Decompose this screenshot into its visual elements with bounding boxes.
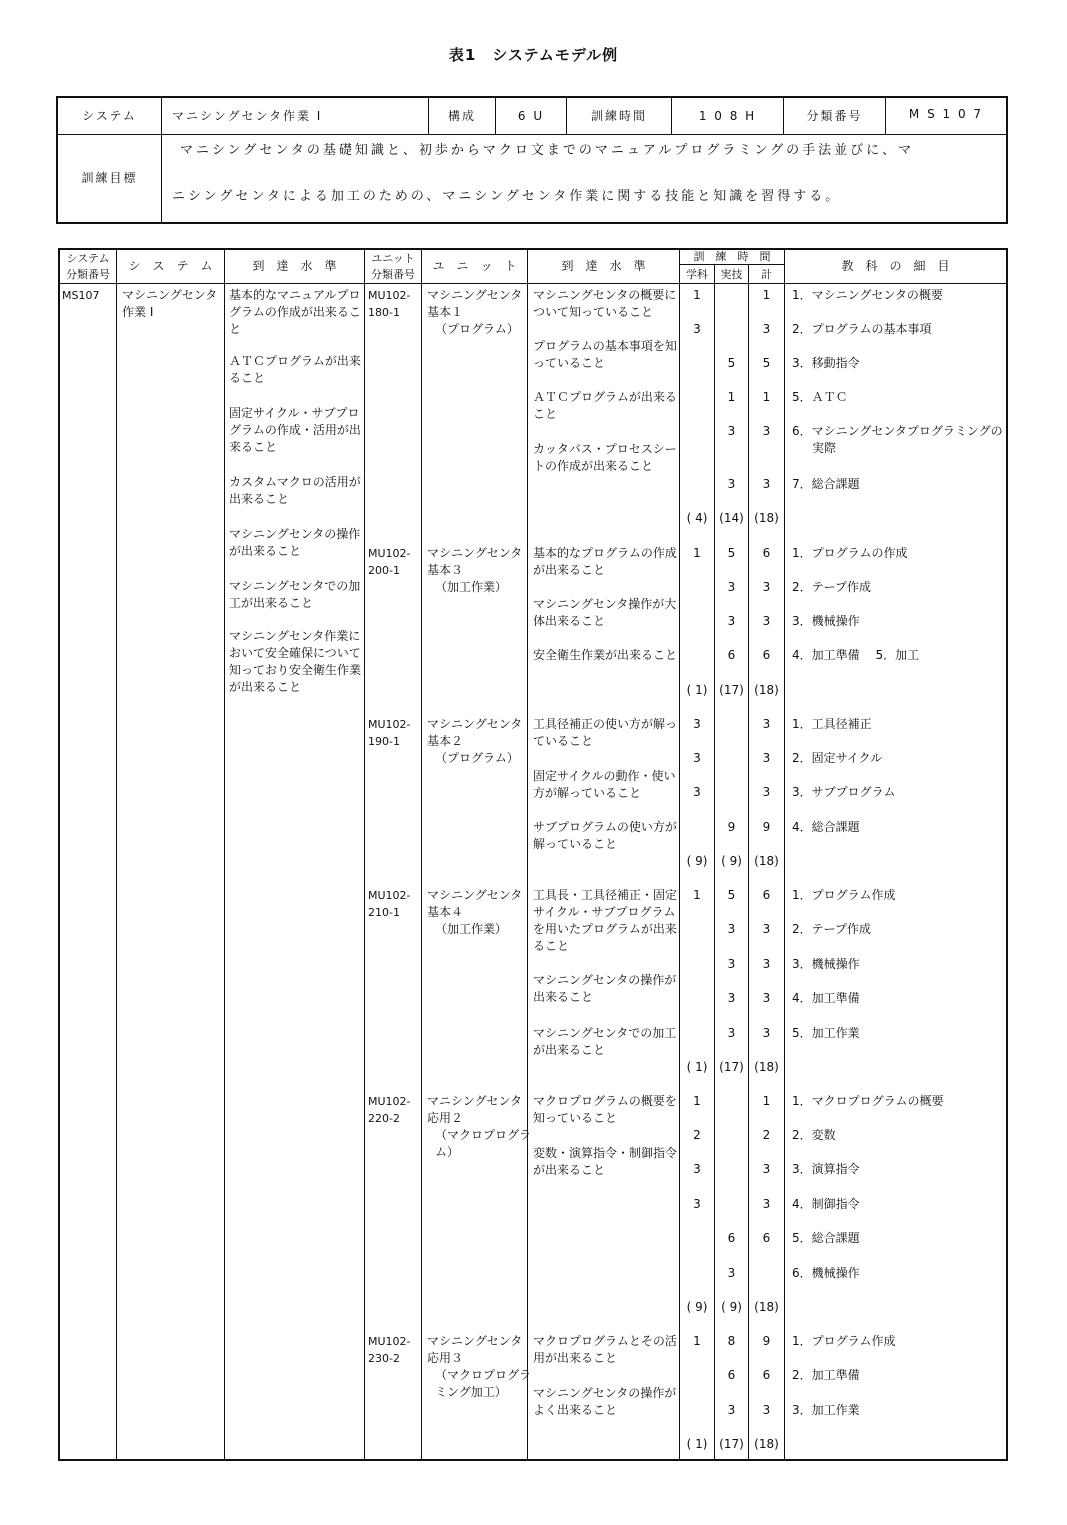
unit-goal-line: 固定サイクルの動作・使い xyxy=(533,769,676,783)
lecture-hours: 3 xyxy=(693,1162,701,1176)
practice-hours: 6 xyxy=(727,648,736,662)
goal-line-1: マニシングセンタの基礎知識と、初歩からマクロ文までのマニュアルプログラミングの手法並びに、マ xyxy=(180,143,915,158)
unit-goal-line: 変数・演算指令・制御指令 xyxy=(533,1146,678,1160)
practice-hours: 5 xyxy=(727,356,736,370)
unit-goal-line: 安全衛生作業が出来ること xyxy=(533,648,678,662)
total-hours: 5 xyxy=(762,356,771,370)
practice-subtotal: (14) xyxy=(719,511,744,525)
header-hours-value: 1 0 8 H xyxy=(698,109,757,123)
unit-goal-line: 出来ること xyxy=(533,990,594,1004)
unit-goal-line: 解っていること xyxy=(533,837,618,851)
col-unit: ユ ニ ッ ト xyxy=(432,259,517,273)
unit-goal-line: っていること xyxy=(533,356,606,370)
total-hours: 3 xyxy=(762,922,771,936)
unit-name: （加工作業） xyxy=(435,580,508,594)
col-total: 計 xyxy=(761,268,772,281)
subject-item: 3．演算指令 xyxy=(792,1162,860,1176)
unit-code: 200-1 xyxy=(368,564,400,577)
unit-name: マシニングセンタ xyxy=(427,717,523,731)
practice-hours: 3 xyxy=(727,477,736,491)
unit-code: 180-1 xyxy=(368,306,400,319)
lecture-hours: 1 xyxy=(693,1334,701,1348)
unit-goal-line: ついて知っていること xyxy=(533,305,654,319)
total-hours: 6 xyxy=(762,1231,771,1245)
system-level-line: おいて安全確保について xyxy=(229,646,361,660)
header-composition-label: 構成 xyxy=(447,109,476,123)
col-practice: 実技 xyxy=(720,268,743,281)
unit-goal-line: カッタパス・プロセスシー xyxy=(533,442,677,456)
unit-goal-line: よく出来ること xyxy=(533,1403,618,1417)
total-hours: 3 xyxy=(762,751,771,765)
subject-item: 1．プログラム作成 xyxy=(792,888,896,902)
col-system: シ ス テ ム xyxy=(128,259,213,273)
lecture-hours: 3 xyxy=(693,751,701,765)
col-sys-no-1: システム xyxy=(66,252,110,265)
unit-goal-line: ること xyxy=(533,939,570,953)
total-hours: 3 xyxy=(762,1403,771,1417)
unit-goal-line: 工具径補正の使い方が解っ xyxy=(533,717,678,731)
subject-item: 1．マシニングセンタの概要 xyxy=(792,288,943,302)
practice-hours: 3 xyxy=(727,1403,736,1417)
system-level-line: マシニングセンタ作業に xyxy=(229,629,361,643)
unit-goal-line: ていること xyxy=(533,734,594,748)
unit-name: マシニングセンタ xyxy=(427,288,523,302)
unit-name: マシニングセンタ xyxy=(427,888,523,902)
practice-hours: 3 xyxy=(727,991,736,1005)
unit-goal-line: ＡＴＣプログラムが出来る xyxy=(533,390,677,404)
total-hours: 1 xyxy=(762,390,771,404)
total-subtotal: (18) xyxy=(754,683,779,697)
subject-item: 4．制御指令 xyxy=(792,1197,860,1211)
total-hours: 6 xyxy=(762,1368,771,1382)
system-level-line: 工が出来ること xyxy=(229,596,314,610)
unit-goal-line: こと xyxy=(533,407,558,421)
system-level-line: が出来ること xyxy=(229,680,302,694)
practice-hours: 9 xyxy=(727,820,736,834)
subject-item: 4．加工準備 xyxy=(792,991,860,1005)
unit-code: 220-2 xyxy=(368,1112,400,1125)
system-level-line: カスタムマクロの活用が xyxy=(229,475,361,489)
page-title: 表1 システムモデル例 xyxy=(448,46,619,64)
subject-item: 6．機械操作 xyxy=(792,1266,860,1280)
subject-item: 1．工具径補正 xyxy=(792,717,872,731)
subject-item: 2．加工準備 xyxy=(792,1368,860,1382)
total-hours: 6 xyxy=(762,888,771,902)
total-hours: 3 xyxy=(762,785,771,799)
unit-goal-line: 知っていること xyxy=(533,1111,618,1125)
unit-goal-line: マシニングセンタでの加工 xyxy=(533,1026,677,1040)
lecture-subtotal: ( 4) xyxy=(686,511,708,525)
subject-item: 1．プログラム作成 xyxy=(792,1334,896,1348)
goal-label: 訓練目標 xyxy=(81,171,138,185)
col-unit-no-1: ユニット xyxy=(371,252,415,265)
total-hours: 3 xyxy=(762,322,771,336)
total-subtotal: (18) xyxy=(754,1060,779,1074)
lecture-hours: 2 xyxy=(693,1128,701,1142)
unit-goal-line: が出来ること xyxy=(533,563,606,577)
total-hours: 9 xyxy=(762,820,771,834)
total-hours: 3 xyxy=(762,424,771,438)
unit-name: （マクロプログラ xyxy=(435,1128,532,1142)
practice-subtotal: ( 9) xyxy=(721,854,742,868)
practice-subtotal: (17) xyxy=(719,683,744,697)
practice-hours: 5 xyxy=(727,888,736,902)
unit-code: 230-2 xyxy=(368,1352,400,1365)
system-level-line: グラムの作成・活用が出 xyxy=(229,423,361,437)
unit-code: 190-1 xyxy=(368,735,400,748)
unit-code: MU102- xyxy=(368,289,411,302)
header-composition-value: 6 U xyxy=(517,109,545,123)
subject-item: 1．プログラムの作成 xyxy=(792,546,908,560)
unit-code: MU102- xyxy=(368,547,411,560)
unit-goal-line: 工具長・工具径補正・固定 xyxy=(533,888,678,902)
total-hours: 3 xyxy=(762,1162,771,1176)
practice-hours: 3 xyxy=(727,1026,736,1040)
system-level-line: が出来ること xyxy=(229,544,302,558)
unit-goal-line: を用いたプログラムが出来 xyxy=(533,922,677,936)
subject-item: 2．テープ作成 xyxy=(792,580,872,594)
unit-name: ム） xyxy=(435,1145,460,1159)
subject-item: 5．ＡＴＣ xyxy=(792,390,848,404)
total-hours: 6 xyxy=(762,648,771,662)
unit-goal-line: マシニングセンタの概要に xyxy=(533,288,677,302)
unit-code: MU102- xyxy=(368,1335,411,1348)
unit-code: 210-1 xyxy=(368,906,400,919)
unit-name: （加工作業） xyxy=(435,922,508,936)
system-code: MS107 xyxy=(62,289,100,302)
unit-goal-line: マクロプログラムとその活 xyxy=(533,1334,677,1348)
subject-item: 6．マシニングセンタプログラミングの xyxy=(792,424,1003,438)
practice-hours: 8 xyxy=(727,1334,736,1348)
total-subtotal: (18) xyxy=(754,1437,779,1451)
practice-hours: 3 xyxy=(727,580,736,594)
unit-name: （マクロプログラ xyxy=(435,1368,532,1382)
practice-hours: 6 xyxy=(727,1368,736,1382)
total-hours: 3 xyxy=(762,1026,771,1040)
header-class-label: 分類番号 xyxy=(806,109,863,123)
unit-name: マシニングセンタ xyxy=(427,1334,523,1348)
subject-item: 3．機械操作 xyxy=(792,614,860,628)
total-hours: 3 xyxy=(762,477,771,491)
system-level-line: マシニングセンタの操作 xyxy=(229,527,361,541)
header-system-label: システム xyxy=(82,109,137,123)
system-level-line: 基本的なマニュアルプロ xyxy=(229,288,361,302)
total-hours: 2 xyxy=(762,1128,771,1142)
unit-name: 基本４ xyxy=(427,905,464,919)
unit-goal-line: サイクル・サブプログラム xyxy=(533,905,676,919)
col-unit-no-2: 分類番号 xyxy=(371,268,415,281)
system-level-line: ＡＴＣプログラムが出来 xyxy=(229,354,361,368)
col-unit-goal: 到 達 水 準 xyxy=(561,259,646,273)
total-hours: 3 xyxy=(762,580,771,594)
subject-item: 2．テープ作成 xyxy=(792,922,872,936)
header-system-value: マニシングセンタ作業 I xyxy=(172,109,323,123)
lecture-subtotal: ( 1) xyxy=(686,1437,708,1451)
practice-subtotal: ( 9) xyxy=(721,1300,742,1314)
system-name-line: マシニングセンタ xyxy=(122,288,218,302)
total-hours: 1 xyxy=(762,288,771,302)
unit-name: （プログラム） xyxy=(435,751,519,765)
unit-name: 基本１ xyxy=(427,305,464,319)
unit-goal-line: サブプログラムの使い方が xyxy=(533,820,677,834)
unit-goal-line: 方が解っていること xyxy=(533,786,642,800)
unit-goal-line: マシニングセンタの操作が xyxy=(533,973,677,987)
lecture-hours: 3 xyxy=(693,785,701,799)
system-level-line: 知っており安全衛生作業 xyxy=(229,663,362,677)
lecture-hours: 1 xyxy=(693,1094,701,1108)
col-lecture: 学科 xyxy=(686,268,708,281)
subject-item: 4．総合課題 xyxy=(792,820,860,834)
total-subtotal: (18) xyxy=(754,854,779,868)
unit-goal-line: マクロプログラムの概要を xyxy=(533,1094,677,1108)
lecture-hours: 1 xyxy=(693,888,701,902)
subject-item: 5．加工作業 xyxy=(792,1026,860,1040)
total-subtotal: (18) xyxy=(754,511,779,525)
lecture-hours: 3 xyxy=(693,717,701,731)
subject-item: 3．移動指令 xyxy=(792,356,860,370)
system-level-line: マシニングセンタでの加 xyxy=(229,579,361,593)
unit-goal-line: トの作成が出来ること xyxy=(533,459,654,473)
total-hours: 3 xyxy=(762,717,771,731)
lecture-subtotal: ( 1) xyxy=(686,1060,708,1074)
subject-item: 3．加工作業 xyxy=(792,1403,860,1417)
total-hours: 3 xyxy=(762,957,771,971)
col-goal-level: 到 達 水 準 xyxy=(252,259,337,273)
unit-name: 応用２ xyxy=(427,1111,464,1125)
header-class-value: M S 1 0 7 xyxy=(908,107,984,121)
unit-name: 基本２ xyxy=(427,734,464,748)
system-level-line: と xyxy=(229,322,242,336)
unit-goal-line: マシニングセンタ操作が大 xyxy=(533,597,677,611)
unit-name: 応用３ xyxy=(427,1351,464,1365)
unit-name: マシニングセンタ xyxy=(427,546,523,560)
practice-hours: 3 xyxy=(727,424,736,438)
lecture-hours: 3 xyxy=(693,1197,701,1211)
practice-hours: 3 xyxy=(727,922,736,936)
col-subjects: 教 科 の 細 目 xyxy=(841,259,950,273)
col-sys-no-2: 分類番号 xyxy=(66,268,110,281)
subject-item: 2．変数 xyxy=(792,1128,836,1142)
system-level-line: 来ること xyxy=(229,440,278,454)
lecture-subtotal: ( 1) xyxy=(686,683,708,697)
subject-item: 実際 xyxy=(812,441,837,455)
system-level-line: グラムの作成が出来るこ xyxy=(229,305,361,319)
unit-goal-line: が出来ること xyxy=(533,1043,606,1057)
header-hours-label: 訓練時間 xyxy=(590,109,647,123)
lecture-hours: 1 xyxy=(693,288,701,302)
unit-code: MU102- xyxy=(368,718,411,731)
system-level-line: 固定サイクル・サブプロ xyxy=(229,406,360,420)
subject-item: 2．プログラムの基本事項 xyxy=(792,322,932,336)
unit-goal-line: 用が出来ること xyxy=(533,1351,618,1365)
practice-hours: 3 xyxy=(727,1266,736,1280)
subject-item: 7．総合課題 xyxy=(792,477,860,491)
lecture-hours: 1 xyxy=(693,546,701,560)
unit-name: ミング加工） xyxy=(435,1385,507,1399)
unit-goal-line: 基本的なプログラムの作成 xyxy=(533,546,677,560)
system-name-line: 作業 I xyxy=(122,305,154,319)
total-hours: 9 xyxy=(762,1334,771,1348)
subject-item: 4．加工準備 5．加工 xyxy=(792,648,920,662)
practice-subtotal: (17) xyxy=(719,1437,744,1451)
practice-hours: 1 xyxy=(727,390,736,404)
unit-name: （プログラム） xyxy=(435,322,519,336)
lecture-subtotal: ( 9) xyxy=(686,1300,708,1314)
subject-item: 2．固定サイクル xyxy=(792,751,883,765)
col-hours: 訓 練 時 間 xyxy=(693,250,771,263)
unit-goal-line: マシニングセンタの操作が xyxy=(533,1386,677,1400)
practice-subtotal: (17) xyxy=(719,1060,744,1074)
system-level-line: ること xyxy=(229,371,266,385)
unit-goal-line: が出来ること xyxy=(533,1163,606,1177)
total-hours: 6 xyxy=(762,546,771,560)
practice-hours: 6 xyxy=(727,1231,736,1245)
total-hours: 3 xyxy=(762,991,771,1005)
total-subtotal: (18) xyxy=(754,1300,779,1314)
goal-line-2: ニシングセンタによる加工のための、マニシングセンタ作業に関する技能と知識を習得する。 xyxy=(172,189,842,204)
subject-item: 3．サブプログラム xyxy=(792,785,896,799)
unit-code: MU102- xyxy=(368,889,411,902)
subject-item: 3．機械操作 xyxy=(792,957,860,971)
total-hours: 3 xyxy=(762,1197,771,1211)
subject-item: 1．マクロプログラムの概要 xyxy=(792,1094,944,1108)
total-hours: 3 xyxy=(762,614,771,628)
lecture-subtotal: ( 9) xyxy=(686,854,708,868)
unit-name: 基本３ xyxy=(427,563,464,577)
system-level-line: 出来ること xyxy=(229,492,290,506)
practice-hours: 3 xyxy=(727,614,736,628)
total-hours: 1 xyxy=(762,1094,771,1108)
unit-name: マニシングセンタ xyxy=(427,1094,522,1108)
subject-item: 5．総合課題 xyxy=(792,1231,860,1245)
practice-hours: 5 xyxy=(727,546,736,560)
unit-code: MU102- xyxy=(368,1095,411,1108)
lecture-hours: 3 xyxy=(693,322,701,336)
practice-hours: 3 xyxy=(727,957,736,971)
unit-goal-line: プログラムの基本事項を知 xyxy=(533,339,677,353)
unit-goal-line: 体出来ること xyxy=(533,614,606,628)
